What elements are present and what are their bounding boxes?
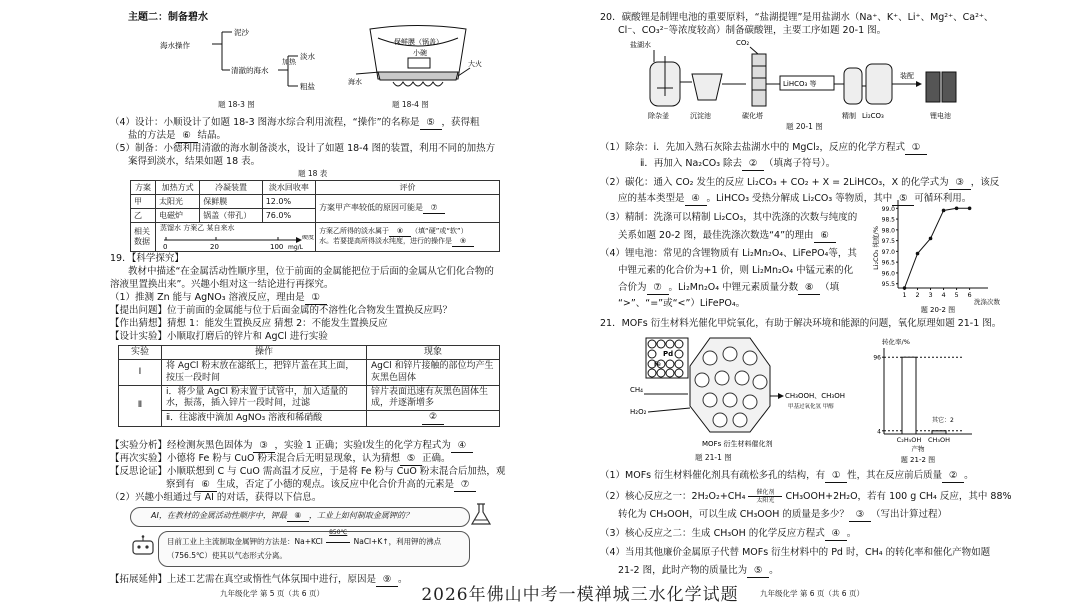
fig201-s1: 除杂釜	[648, 112, 669, 120]
data-point	[916, 252, 920, 256]
topic-heading: 主题二：制备碧水	[128, 12, 208, 23]
fig184-fire: 大火	[468, 60, 482, 68]
q21-2: （2）核心反应之一：2H₂O₂+CH₄ 催化剂 太阳光 CH₃OOH+2H₂O，若有 100 g CH₄ 反应，其中 88%	[600, 489, 1012, 504]
annotation: 其它：2	[932, 417, 954, 424]
svg-text:20: 20	[210, 243, 219, 251]
x-tick-label: 6	[967, 291, 972, 299]
x-axis-label: 洗涤次数	[974, 298, 1000, 306]
fig201-s3: 碳化塔	[742, 112, 763, 120]
fig201-s4: 精制	[842, 112, 856, 120]
q19-1: （1）推测 Zn 能与 AgNO₃ 溶液反应，理由是 ①	[110, 292, 327, 305]
series-line	[905, 208, 970, 288]
data-point	[929, 237, 933, 241]
x-tick-label: 4	[941, 291, 946, 299]
svg-text:0: 0	[163, 243, 168, 251]
data-point	[903, 286, 907, 290]
y-tick-label: 99.0	[881, 205, 895, 213]
robot-icon	[130, 535, 156, 557]
q19-analysis: 【实验分析】经检测灰黑色固体为 ③ ，实验 1 正确；实验Ⅰ发生的化学方程式为 ④	[110, 440, 473, 453]
fig184-caption: 题 18-4 图	[392, 100, 429, 109]
q20-2b: 应的基本类型是 ④ 。LiHCO₃ 受热分解成 Li₂CO₃ 等物质，其中 ⑤ 可循环利用。	[618, 193, 972, 204]
left-footer: 九年级化学 第 5 页（共 6 页）	[220, 589, 324, 598]
y-axis-label: 转化率/%	[882, 338, 910, 346]
q21-1: （1）MOFs 衍生材料催化剂具有疏松多孔的结构，有 ① 性，其在反应前后质量 ② 。	[600, 470, 974, 481]
ai-question-bubble: AI，在教材的金属活动性顺序中，钾最 ⑧ ，工业上如何制取金属钾的？	[130, 507, 470, 527]
x-tick-label: 2	[915, 291, 920, 299]
x-axis-label: 产物	[911, 445, 925, 453]
figure-20-1	[630, 38, 970, 130]
q19-reflect2: 察到有 ⑥ 生成，否定了小德的观点。该反应中化合价升高的元素是 ⑦	[166, 479, 476, 492]
svg-text:100: 100	[270, 243, 284, 251]
fig201-caption: 题 20-1 图	[786, 122, 823, 131]
y-axis-label: Li₂CO₃ 纯度/%	[872, 226, 880, 270]
data-point	[968, 207, 972, 211]
right-footer: 九年级化学 第 6 页（共 6 页）	[760, 589, 864, 598]
q20-3: （3）精制：洗涤可以精制 Li₂CO₃，其中洗涤的次数与纯度的	[600, 212, 858, 223]
y-tick-label: 96.5	[881, 259, 895, 267]
fig183-salt: 粗盐	[300, 82, 315, 91]
q19-question: 【提出问题】位于前面的金属能与位于后面金属的不溶性化合物发生置换反应吗？	[110, 305, 453, 316]
q18-4b: 盐的方法是 ⑥ 结晶。	[128, 130, 227, 141]
fig201-s2: 沉淀池	[690, 112, 711, 120]
x-tick-label: 1	[902, 291, 907, 299]
y-tick-label: 96.0	[881, 270, 895, 278]
fig211-products: CH₃OOH、CH₃OH	[785, 392, 845, 400]
bar-C₂H₅OH	[902, 357, 916, 434]
chart-title: 题 21-2 图	[900, 456, 936, 464]
bar-CH₃OH	[932, 431, 946, 434]
q19-again: 【再次实验】小德将 Fe 粉与 CuO 粉末混合后无明显现象，认为猜想 ⑤ 正确。	[110, 453, 451, 464]
q20-4b: 中锂元素的化合价为+1 价，则 Li₂Mn₂O₄ 中锰元素的化	[618, 265, 854, 276]
right-page	[600, 0, 1012, 600]
figure-21-1	[630, 334, 860, 454]
q19-guess: 【作出猜想】猜想 1：能发生置换反应 猜想 2：不能发生置换反应	[110, 318, 388, 329]
fig201-battery: 锂电池	[930, 112, 951, 120]
svg-text:mg/L: mg/L	[288, 244, 304, 251]
fig183-mud: 泥沙	[234, 28, 249, 37]
q18-5: （5）制备：小德利用清澈的海水制备淡水，设计了如题 18-4 图的装置，利用不同的加热方	[110, 143, 496, 154]
fig184-lid: 保鲜膜（锅盖）	[394, 38, 443, 46]
fig211-products-names: 甲基过氧化氢 甲醇	[788, 404, 834, 410]
data-point	[955, 207, 959, 211]
q19-para1: 教材中描述“在金属活动性顺序里，位于前面的金属能把位于后面的金属从它们化合物的	[128, 266, 494, 277]
q21-4: （4）当用其他廉价金属原子代替 MOFs 衍生材料中的 Pd 时，CH₄ 的转化率和催化产物如题	[600, 547, 991, 558]
fig201-co2: CO₂	[736, 39, 750, 47]
q19-2: （2）兴趣小组通过与 AI 的对话，获得以下信息。	[110, 492, 322, 503]
y-tick-label: 4	[877, 428, 881, 436]
experiment-table: 实验 操作 现象 Ⅰ 将 AgCl 粉末放在滤纸上，把锌片盖在其上面，按压一段时间 AgCl 和锌片接触的部位均产生灰黑色固体 Ⅱ ⅰ．将少量 AgCl 粉末置于试管中，加入适量的水，振荡，插入锌片一段时间，过滤 锌片表面迅速有灰黑色固体生成，并逐渐增多 ⅱ．往滤液中滴加 AgNO₃ 溶液和稀硝酸 ②	[118, 345, 500, 427]
figure-18-4	[348, 24, 488, 99]
y-tick-label: 95.5	[881, 281, 895, 289]
fig201-lake: 盐湖水	[630, 41, 651, 49]
figure-18-3	[160, 24, 340, 96]
fig183-caption: 题 18-3 图	[218, 100, 255, 109]
y-tick-label: 98.0	[881, 227, 895, 235]
q19-extension: 【拓展延伸】上述工艺需在真空或惰性气体氛围中进行，原因是 ⑨ 。	[110, 574, 408, 585]
fig183-op: 海水操作	[160, 41, 190, 50]
q20-intro1: 20．碳酸锂是制锂电池的重要原料，“盐湖提锂”是用盐湖水（Na⁺、K⁺、Li⁺、Mg²⁺、Ca²⁺、	[600, 12, 994, 23]
y-tick-label: 97.0	[881, 248, 895, 256]
q21-2b: 转化为 CH₃OOH，可以生成 CH₃OOH 的质量是多少？ ③ （写出计算过程）	[618, 509, 947, 520]
fig211-fe: Fe	[654, 361, 661, 368]
fig183-heat: 加热	[282, 58, 296, 66]
left-page	[110, 0, 506, 600]
q21-3: （3）核心反应之二：生成 CH₃OH 的化学反应方程式 ④ 。	[600, 528, 857, 539]
y-tick-label: 97.5	[881, 238, 895, 246]
q19-heading: 19．【科学探究】	[110, 253, 184, 264]
x-tick-label: CH₃OH	[927, 436, 951, 444]
fig211-ch4: CH₄	[630, 386, 643, 394]
fig183-clear: 清澈的海水	[231, 66, 269, 75]
table-18: 方案 加热方式 冷凝装置 淡水回收率 评价 甲 太阳光 保鲜膜 12.0% 方案甲产率较低的原因可能是 ⑦ 乙 电磁炉 锅盖（带孔） 76.0% 相关数据 蒸馏水 方案乙 某自来水 0 20 100 mg/L 硬度 方案乙所得的淡水属于 ⑧ （填“硬”或“软”） 水。若要提高所得淡水纯度，进行的操作是 ⑨	[130, 180, 500, 252]
data-point	[942, 209, 946, 213]
fig201-pack: 装配	[900, 72, 914, 80]
x-tick-label: 5	[954, 291, 959, 299]
q20-4: （4）锂电池：常见的含锂物质有 Li₂Mn₂O₄、LiFePO₄等，其	[600, 248, 857, 259]
fig211-material: MOFs 衍生材料催化剂	[702, 440, 773, 448]
y-tick-label: 96	[873, 354, 881, 362]
q20-3b: 关系如题 20-2 图，最佳洗涤次数选“4”的理由 ⑥	[618, 230, 836, 243]
x-tick-label: 3	[928, 291, 933, 299]
fig184-bowl: 小碗	[413, 49, 427, 57]
fig211-caption: 题 21-1 图	[695, 453, 732, 462]
q19-reflect: 【反思论证】小顺联想到 C 与 CuO 需高温才反应，于是将 Fe 粉与 CuO 粉末混合后加热，观	[110, 466, 506, 477]
fig183-fresh: 淡水	[300, 52, 315, 61]
flask-icon	[468, 502, 494, 528]
fig211-pd: Pd	[663, 350, 674, 358]
fig184-seawater: 海水	[348, 78, 362, 86]
q20-2: （2）碳化：通入 CO₂ 发生的反应 Li₂CO₃ + CO₂ + X = 2LiHCO₃，X 的化学式为 ③ ，该反	[600, 177, 1000, 188]
q18-5b: 案得到淡水，结果如题 18 表。	[128, 156, 261, 167]
q20-1b: ⅱ．再加入 Na₂CO₃ 除去 ② （填离子符号）。	[640, 158, 836, 169]
q20-4d: “>”、“=”或“<”）LiFePO₄。	[618, 298, 746, 309]
chart-title: 题 20-2 图	[920, 306, 956, 314]
chart-21-2	[862, 334, 992, 466]
q19-design: 【设计实验】小顺取打磨后的锌片和 AgCl 进行实验	[110, 331, 328, 342]
q20-intro2: Cl⁻、CO₃²⁻等浓度较高）制备碳酸锂，主要工序如题 20-1 图。	[618, 25, 887, 36]
q20-4c: 合价为 ⑦ 。Li₂Mn₂O₄ 中锂元素质量分数 ⑧ （填	[618, 282, 840, 293]
y-tick-label: 98.5	[881, 216, 895, 224]
fig211-h2o2: H₂O₂	[630, 408, 647, 416]
q18-4: （4）设计：小顺设计了如题 18-3 图海水综合利用流程，“操作”的名称是 ⑤ ，获得粗	[110, 117, 480, 128]
q20-1a: （1）除杂：ⅰ．先加入熟石灰除去盐湖水中的 MgCl₂，反应的化学方程式 ①	[600, 142, 927, 155]
watermark-title: 2026年佛山中考一模禅城三水化学试题	[421, 585, 739, 605]
q19-para2: 溶液里置换出来”。兴趣小组对这一结论进行再探究。	[110, 279, 334, 290]
fig201-s4b: Li₂CO₃	[862, 112, 884, 120]
svg-text:硬度: 硬度	[302, 235, 315, 241]
table18-title: 题 18 表	[298, 169, 328, 178]
fig201-lihco3: LiHCO₃ 等	[783, 80, 817, 88]
q21-4b: 21-2 图，此时产物的质量比为 ⑤ 。	[618, 565, 779, 576]
x-tick-label: C₂H₅OH	[896, 436, 922, 444]
q21-intro: 21．MOFs 衍生材料光催化甲烷氧化，有助于解决环境和能源的问题，氧化原理如题 21-1 图。	[600, 318, 1002, 329]
ai-answer-bubble: 目前工业上主流制取金属钾的方法是：Na+KCl 850℃ NaCl+K↑，利用钾的沸点 （756.5℃）使其以气态形式分离。	[158, 531, 470, 567]
chart-20-2	[872, 196, 1000, 314]
